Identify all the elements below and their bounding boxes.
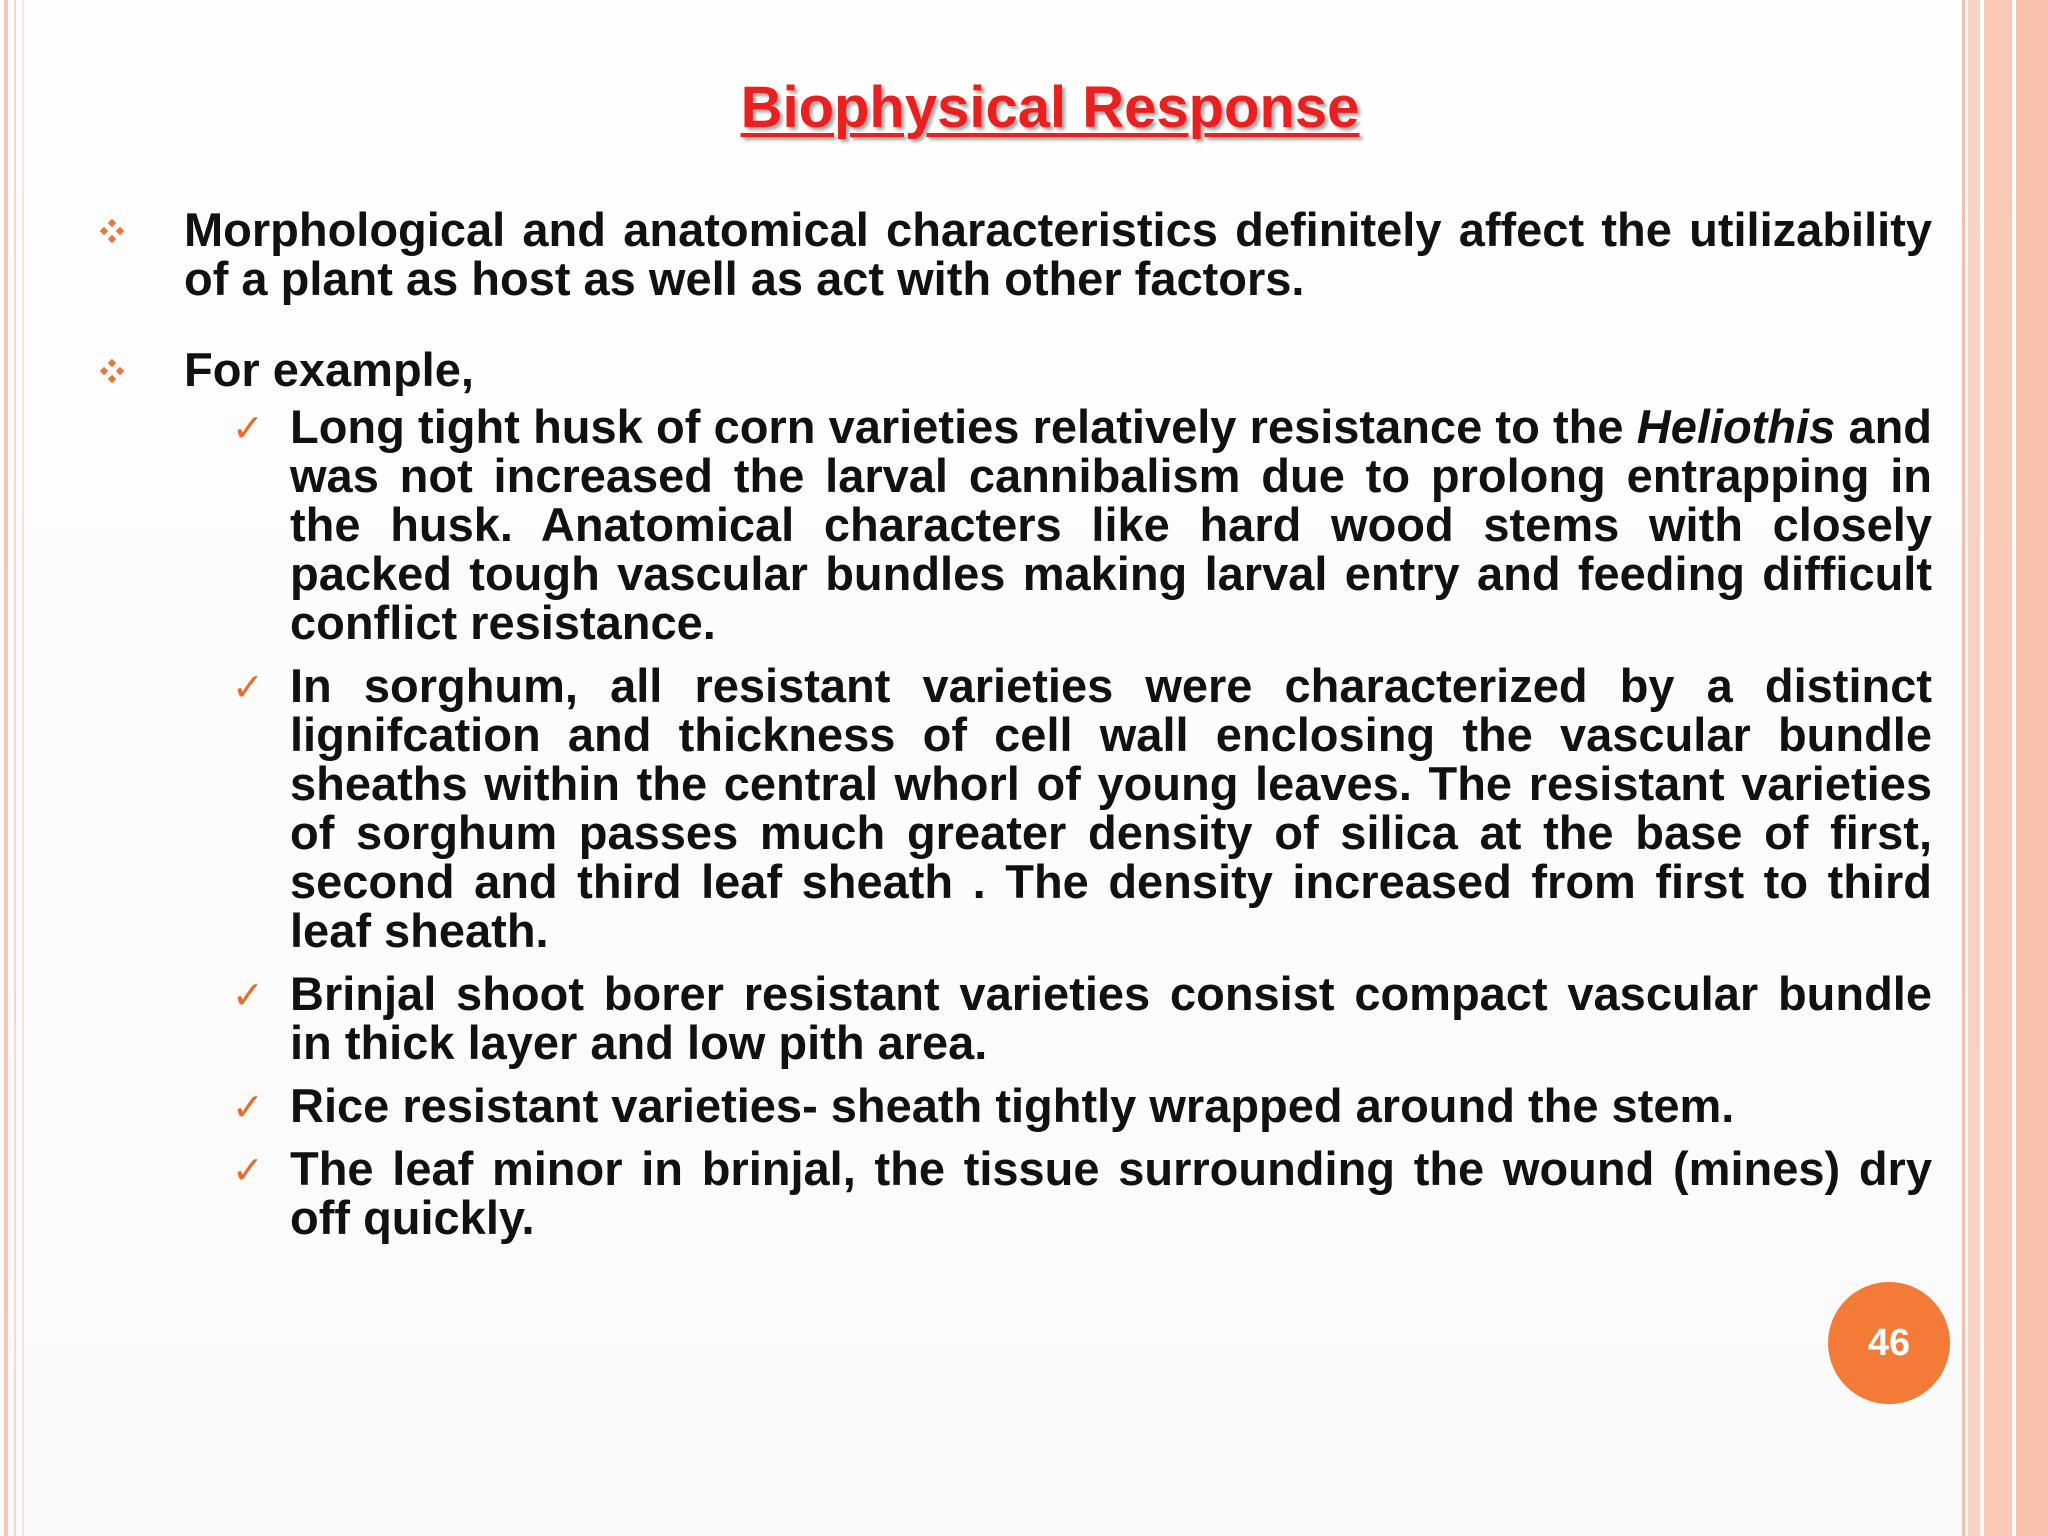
diamond-bullet-icon [100,219,124,243]
checkmark-icon: ✓ [232,1085,264,1129]
right-border-stripe [1968,0,1980,1536]
checkmark-icon: ✓ [232,665,264,709]
sub-bullet-item [232,400,1933,649]
right-border-stripe [1962,0,1965,1536]
sub-bullet-text: Brinjal shoot borer resistant varieties consist compact vascular bundle in thick layer and low pith area. [290,967,1932,1069]
sub-bullet-item [232,659,1932,957]
italic-species-name: Heliothis [1636,400,1836,453]
checkmark-icon: ✓ [232,406,264,450]
left-border-line [4,0,8,1536]
right-border-stripe [2016,0,2048,1536]
left-border-line [14,0,16,1536]
sub-bullet-text: In sorghum, all resistant varieties were characterized by a distinct lignifcation and thickness of cell wall enclosing the vascular bundle sheaths within the central whorl of young leaves. The resistant varieties of sorghum passes much greater density of silica at the base of first, second and third leaf sheath . The density increased from first to third leaf sheath. [290,659,1932,957]
slide-content [100,205,1932,1256]
bullet-item [100,205,1932,303]
right-border-stripe [1984,0,2012,1536]
diamond-bullet-icon [100,359,124,383]
checkmark-icon: ✓ [232,1148,264,1192]
sub-bullet-text [290,402,1932,647]
sub-bullet-text: Rice resistant varieties- sheath tightly wrapped around the stem. [290,1079,1735,1132]
bullet-item [100,345,1932,394]
bullet-text: Morphological and anatomical characteristics definitely affect the utilizability of a plant as host as well as act with other factors. [184,203,1932,305]
checkmark-icon: ✓ [232,973,264,1017]
sub-bullet-item [232,1142,1932,1244]
text-segment: Long tight husk of corn varieties relatively resistance to the [290,400,1637,453]
sub-bullet-text: The leaf minor in brinjal, the tissue surrounding the wound (mines) dry off quickly. [290,1142,1932,1244]
text-segment: and was not increased the larval cannibalism due to prolong entrapping in the husk. Anatomical characters like hard wood stems with closely packed tough vascular bundles making larval entry and feeding difficult conflict resistance. [290,400,1933,649]
slide-title: Biophysical Response [740,75,1360,140]
sub-bullet-item [232,967,1932,1069]
page-number-badge: 46 [1828,1282,1950,1404]
left-border-line [22,0,24,1536]
sub-bullet-item [232,1079,1932,1132]
sub-bullet-list [100,402,1932,1242]
bullet-text: For example, [184,343,474,396]
